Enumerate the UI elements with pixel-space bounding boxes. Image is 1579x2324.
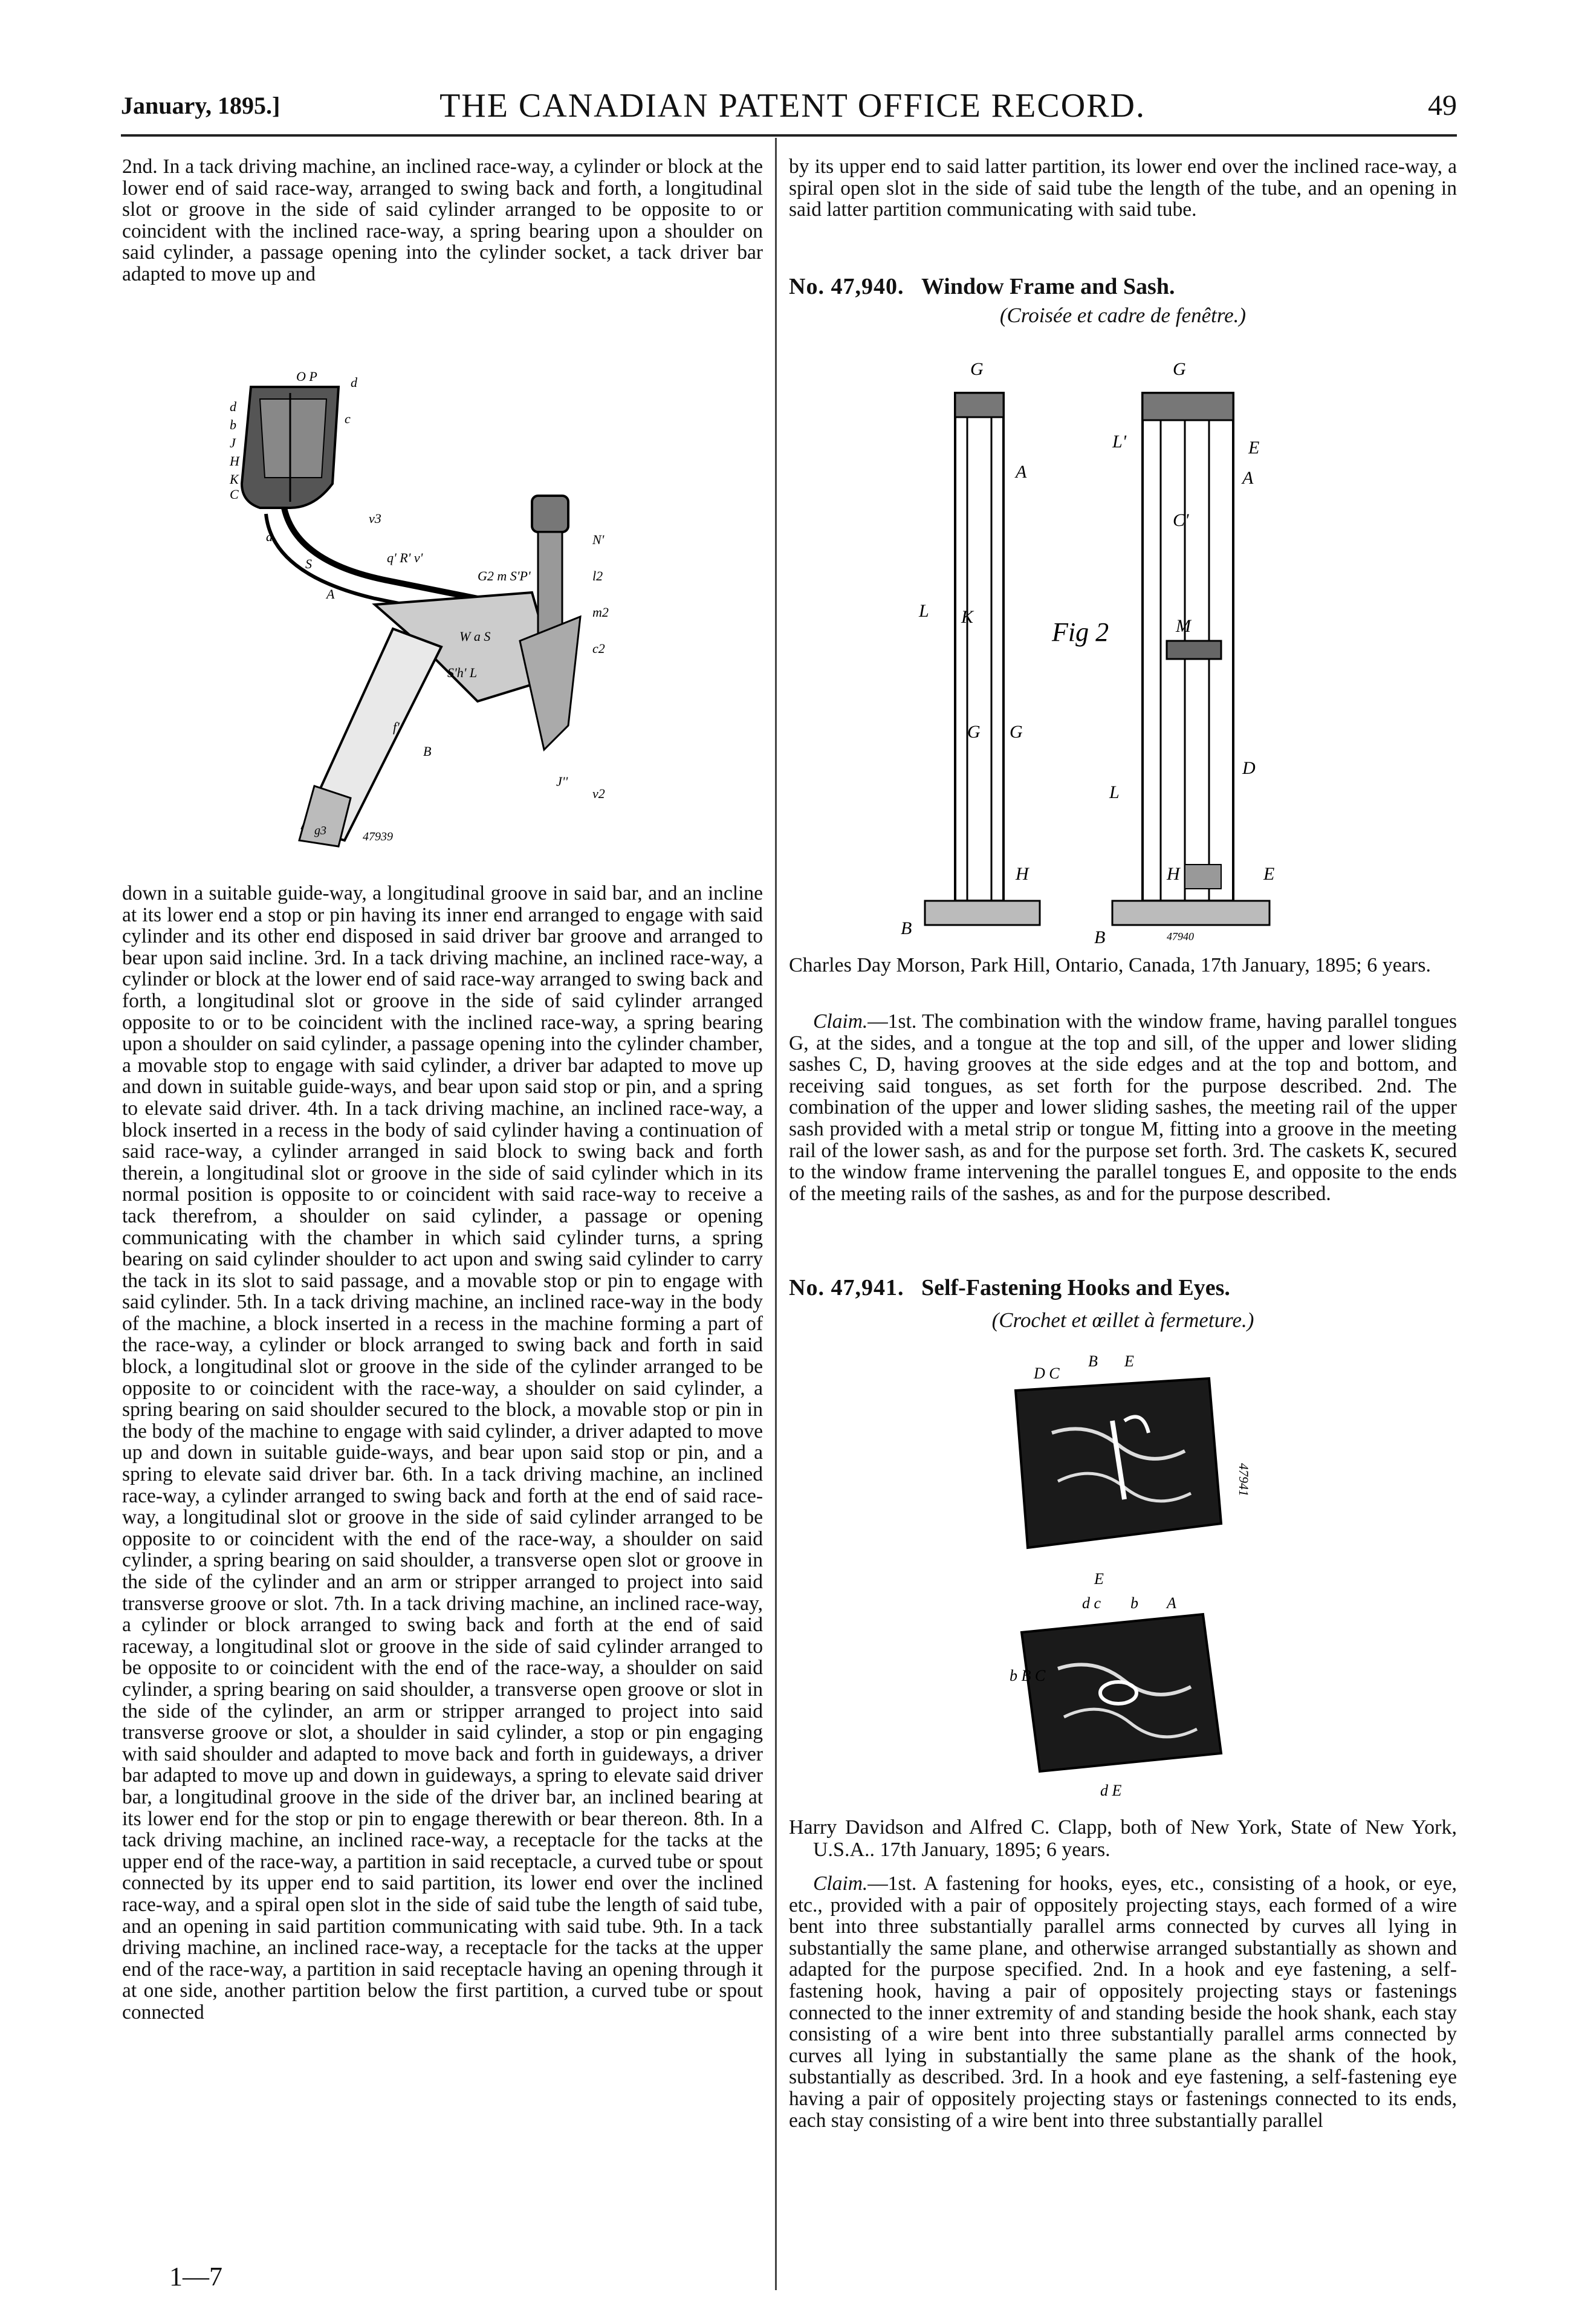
svg-text:K: K: [961, 607, 974, 627]
svg-text:L: L: [1109, 782, 1120, 802]
svg-text:G: G: [1173, 359, 1186, 379]
right-column-paragraph-top: [789, 156, 1457, 259]
svg-text:B: B: [901, 918, 912, 938]
window-frame-illustration: [901, 339, 1324, 949]
svg-text:B: B: [1094, 927, 1106, 947]
svg-text:C': C': [1173, 510, 1189, 530]
svg-text:N': N': [592, 532, 605, 547]
svg-text:f': f': [393, 719, 400, 735]
patent-47941-claim: [789, 1873, 1457, 2290]
tack-machine-illustration: [193, 363, 629, 859]
svg-text:E: E: [1248, 438, 1260, 458]
figure-number-47940: 47940: [1167, 930, 1194, 943]
svg-text:G: G: [1010, 722, 1023, 742]
svg-text:H: H: [230, 453, 239, 469]
svg-text:A: A: [1242, 468, 1254, 488]
header-rule: [121, 134, 1457, 137]
patent-47940-inventor-block: [789, 954, 1457, 1004]
svg-text:L': L': [1112, 432, 1127, 452]
svg-text:b: b: [1130, 1594, 1138, 1612]
svg-text:b: b: [230, 417, 236, 432]
patent-47941-inventor: Harry Davidson and Alfred C. Clapp, both of New York, State of New York, U.S.A.. 17th January, 1895; 6 years.: [789, 1816, 1457, 1861]
svg-text:M: M: [1176, 616, 1191, 636]
svg-text:D: D: [1242, 758, 1256, 778]
svg-text:c2: c2: [592, 641, 605, 656]
svg-text:J: J: [230, 435, 236, 450]
svg-text:K: K: [230, 472, 239, 487]
patent-47941-french-title: (Crochet et œillet à fermeture.): [991, 1308, 1254, 1332]
page-number: 49: [1428, 89, 1457, 122]
patent-47940-claim: [789, 1011, 1457, 1247]
patent-47941-claim-text: —1st. A fastening for hooks, eyes, etc., consisting of a hook, or eye, etc., provided with a pair of oppositely projecting stays, each formed of a wire bent into three substantially parallel arms connected by curves all lying in substantially the same plane, and otherwise arranged substantially as shown and adapted for the purpose specified. 2nd. In a hook and eye fastening, a self-fastening hook, having a pair of oppositely projecting stays or fastenings connected to the inner extremity of and standing beside the hook shank, each stay consisting of a wire bent into three substantially parallel arms connected by curves all lying in substantially the same plane as the shank of the hook, substantially as described. 3rd. In a hook and eye fastening, a self-fastening eye having a pair of oppositely projecting stays or fastenings connected to its ends, each stay consisting of a wire bent into three substantially parallel: [789, 1872, 1457, 2132]
header-date: January, 1895.]: [121, 92, 280, 119]
hooks-eyes-illustration: [967, 1342, 1269, 1802]
svg-text:W a S: W a S: [459, 629, 491, 644]
journal-title: THE CANADIAN PATENT OFFICE RECORD.: [439, 87, 1146, 125]
svg-text:d: d: [351, 375, 357, 390]
patent-47941-heading: [789, 1274, 1230, 1301]
svg-text:G: G: [970, 359, 984, 379]
svg-text:D C: D C: [1034, 1365, 1060, 1382]
svg-text:v2: v2: [592, 786, 605, 801]
svg-text:c: c: [345, 411, 351, 426]
patent-47940-claim-text: —1st. The combination with the window frame, having parallel tongues G, at the sides, and a tongue at the top and sill, of the upper and lower sliding sashes C, D, having grooves at the side edges and at the top and bottom, and receiving said tongues, as set forth for the purpose described. 2nd. The combination of the upper and lower sliding sashes, the meeting rail of the upper sash provided with a metal strip or tongue M, fitting into a groove in the meeting rail of the lower sash, as and for the purpose set forth. 3rd. The caskets K, secured to the window frame intervening the parallel tongues E, and opposite to the ends of the meeting rails of the sashes, as and for the purpose described.: [789, 1010, 1457, 1205]
svg-text:E: E: [1124, 1352, 1134, 1370]
svg-text:A: A: [326, 586, 335, 602]
svg-text:b B C: b B C: [1010, 1667, 1046, 1684]
patent-47940-title: Window Frame and Sash.: [921, 274, 1175, 299]
svg-text:B: B: [1088, 1352, 1098, 1370]
svg-text:J'': J'': [556, 774, 568, 789]
column-divider: [775, 138, 777, 2290]
svg-text:m2: m2: [592, 605, 609, 620]
svg-text:A: A: [1016, 462, 1027, 482]
figure-number-47939: 47939: [363, 830, 393, 843]
patent-47940-inventor: Charles Day Morson, Park Hill, Ontario, Canada, 17th January, 1895; 6 years.: [789, 954, 1431, 976]
svg-text:B: B: [423, 744, 432, 759]
figure-number-47941: 47941: [1236, 1463, 1251, 1496]
patent-47940-number: No. 47,940.: [789, 274, 904, 299]
svg-text:a: a: [266, 529, 273, 544]
svg-text:S'h' L: S'h' L: [447, 665, 478, 680]
window-frame-figure: [901, 339, 1324, 949]
patent-47940-heading: [789, 273, 1175, 300]
patent-47940-french-title: (Croisée et cadre de fenêtre.): [999, 303, 1247, 327]
svg-text:q' R' v': q' R' v': [387, 550, 423, 565]
fig-2-label: Fig 2: [1052, 617, 1109, 647]
hooks-eyes-figure: [967, 1342, 1269, 1802]
signature-mark: 1—7: [169, 2262, 222, 2291]
svg-text:H: H: [1167, 864, 1180, 884]
svg-text:A: A: [1167, 1594, 1176, 1612]
patent-47941-inventor-block: [789, 1816, 1457, 1865]
svg-text:G2 m S'P': G2 m S'P': [478, 568, 531, 583]
patent-47940-claim-label: Claim.: [813, 1010, 868, 1033]
svg-text:d E: d E: [1100, 1782, 1122, 1799]
svg-text:S: S: [305, 556, 312, 571]
svg-text:l2: l2: [592, 568, 603, 583]
left-column-paragraph-top: [122, 156, 763, 374]
svg-text:L: L: [919, 601, 929, 621]
svg-text:E: E: [1263, 864, 1275, 884]
svg-text:E: E: [1094, 1570, 1104, 1588]
patent-47941-title: Self-Fastening Hooks and Eyes.: [921, 1275, 1230, 1300]
patent-47941-claim-label: Claim.: [813, 1872, 868, 1895]
left-column-paragraph-bottom: [122, 883, 763, 2248]
claim-text-bottom: down in a suitable guide-way, a longitudinal groove in said bar, and an incline at its lower end a stop or pin having its inner end arranged to engage with said cylinder and its other end disposed in said driver bar groove and arranged to bear upon said incline. 3rd. In a tack driving machine, an inclined race-way, a cylinder or block at the lower end of said race-way arranged to swing back and forth, a longitudinal slot or groove in the side of said cylinder arranged opposite to or to be coincident with the inclined race-way, a spring bearing upon a shoulder on said cylinder, a passage opening into the cylinder chamber, a movable stop to engage with said cylinder, a driver bar adapted to move up and down in suitable guide-ways, and bear upon said stop or pin, and a spring to elevate said driver. 4th. In a tack driving machine, an inclined race-way, a block inserted in a recess in the body of said cylinder having a continuation of said race-way, a cylinder arranged in said block to swing back and forth therein, a longitudinal slot or groove in the side of said cylinder which in its normal position is opposite to or coincident with said race-way to receive a tack therefrom, a shoulder on said cylinder, a passage or opening communicating with the chamber in which said cylinder turns, a spring bearing on said cylinder shoulder to act upon and swing said cylinder to carry the tack in its slot to said passage, and a movable stop or pin to engage with said cylinder. 5th. In a tack driving machine, an inclined race-way in the body of the machine, a block inserted in a recess in the machine forming a part of the race-way, a cylinder or block arranged to swing back and forth in said block, a longitudinal slot or groove in the side of the cylinder arranged to be opposite to or coincident with the race-way, a shoulder on said cylinder, a spring bearing on said shoulder secured to the block, a movable stop or pin in the body of the machine to engage with said cylinder, a driver adapted to move up and down in suitable guide-ways, and bear upon said stop or pin, and a spring to elevate said driver bar. 6th. In a tack driving machine, an inclined race-way, a cylinder arranged to swing back and forth at the end of said race-way, a longitudinal slot or groove in the side of said cylinder arranged to be opposite to or coincident with the end of the race-way, a shoulder on said cylinder, a spring bearing on said shoulder, a transverse open slot or groove in the side of the cylinder and an arm or stripper arranged to project into said transverse groove or slot. 7th. In a tack driving machine, an inclined race-way, a cylinder or block arranged to swing back and forth at the end of said raceway, a longitudinal slot or groove in the side of said cylinder arranged to be opposite to or coincident with the end of the race-way, a shoulder on said cylinder, a spring bearing on said shoulder, a transverse open groove or slot in the side of the cylinder, an arm or stripper arranged to project into said transverse groove or slot, a shoulder in said cylinder, a stop or pin engaging with said shoulder and adapted to move back and forth in guideways, a driver bar adapted to move up and down in guideways, a spring to elevate said driver bar, a longitudinal groove in the side of the driver bar, an inclined bearing at its lower end for the stop or pin to engage therewith or bear thereon. 8th. In a tack driving machine, an inclined race-way, a receptacle for the tacks at the upper end of the race-way, a partition in said receptacle, a curved tube or spout connected by its upper end to said partition, its lower end over the inclined race-way, and a spiral open slot in the side of said tube the length of said tube, and an opening in said partition communicating with said tube. 9th. In a tack driving machine, an inclined race-way, a receptacle for the tacks at the upper end of the race-way, a partition in said receptacle having an opening through it at one side, another partition below the first partition, a curved tube or spout connected: [122, 882, 763, 2024]
svg-text:H: H: [1016, 864, 1029, 884]
svg-text:G: G: [967, 722, 981, 742]
tack-machine-figure: [193, 363, 629, 859]
claim-text-top: 2nd. In a tack driving machine, an inclined race-way, a cylinder or block at the lower end of said race-way, arranged to swing back and forth, a longitudinal slot or groove in the side of said cylinder arranged to be opposite to or coincident with the inclined race-way, a spring bearing upon a shoulder on said cylinder, a passage opening into the cylinder socket, a tack driver bar adapted to move up and: [122, 155, 763, 285]
svg-text:O P: O P: [296, 369, 317, 384]
svg-text:C: C: [230, 487, 239, 502]
svg-text:d c: d c: [1082, 1594, 1101, 1612]
patent-47941-number: No. 47,941.: [789, 1275, 904, 1300]
svg-text:d: d: [230, 399, 236, 414]
claim-text-continued: by its upper end to said latter partition, its lower end over the inclined race-way, a spiral open slot in the side of said tube the length of the tube, and an opening in said latter partition communicating with said tube.: [789, 155, 1457, 221]
svg-text:g3: g3: [314, 824, 326, 837]
svg-text:v3: v3: [369, 511, 381, 526]
